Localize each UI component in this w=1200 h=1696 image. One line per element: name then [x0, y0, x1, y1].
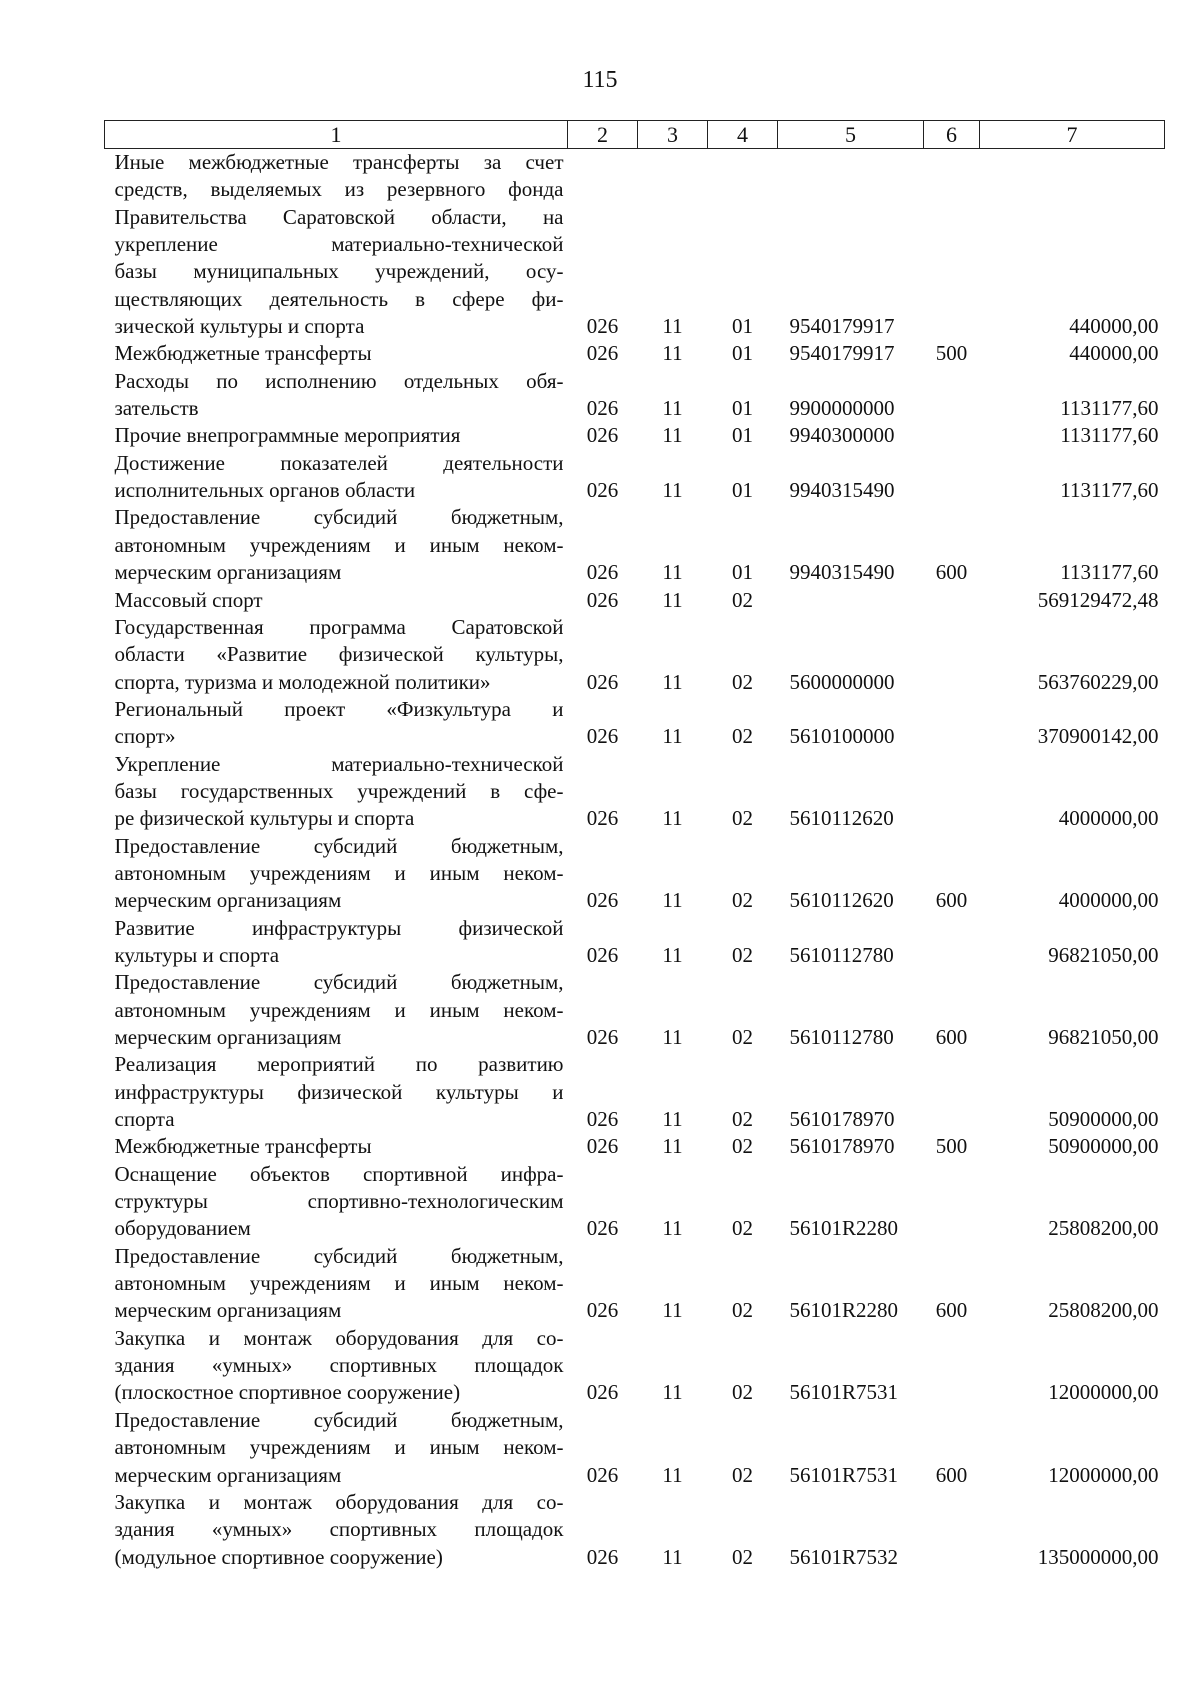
row-admin-code: 026: [586, 1107, 619, 1132]
row-subsection-code: 02: [732, 1298, 753, 1323]
row-section-code: 11: [662, 806, 683, 831]
row-target-code: 5610178970: [789, 1107, 895, 1132]
row-target-code: 56101R2280: [789, 1216, 899, 1241]
row-subsection-code: 01: [732, 478, 753, 503]
row-amount: 440000,00: [1069, 314, 1159, 339]
row-expense-type: [924, 1489, 980, 1571]
description-line: (плоскостное спортивное сооружение): [114, 1380, 461, 1405]
description-line: мерческим организациям: [114, 560, 342, 585]
row-expense-type: [924, 149, 980, 341]
description-line: (модульное спортивное сооружение): [114, 1544, 443, 1569]
table-row: [105, 1407, 1165, 1489]
description-line: спорта, туризма и молодежной политики»: [114, 669, 491, 694]
header-col-7: 7: [980, 121, 1165, 149]
row-subsection-code: 02: [732, 1107, 753, 1132]
description-line: мерческим организациям: [114, 1298, 342, 1323]
table-header: [105, 121, 1165, 149]
row-amount: 563760229,00: [1037, 669, 1159, 694]
table-row: [105, 587, 1165, 614]
row-amount: 135000000,00: [1037, 1544, 1159, 1569]
row-target-code: 5610178970: [789, 1134, 895, 1159]
row-subsection-code: 01: [732, 423, 753, 448]
row-amount: 25808200,00: [1048, 1216, 1159, 1241]
row-subsection-code: 02: [732, 1134, 753, 1159]
table-row: [105, 833, 1165, 915]
row-admin-code: 026: [586, 1298, 619, 1323]
description-line: Прочие внепрограммные мероприятия: [114, 423, 461, 448]
header-col-6: 6: [924, 121, 980, 149]
row-description: [105, 1051, 568, 1133]
row-section-code: 11: [662, 942, 683, 967]
row-subsection-code: 02: [732, 587, 753, 612]
row-subsection-code: 02: [732, 724, 753, 749]
row-expense-type: [924, 450, 980, 505]
table-row: [105, 422, 1165, 449]
row-target-code: 9900000000: [789, 396, 895, 421]
description-line: Региональный проект «Физкультура и: [114, 696, 564, 721]
row-description: [105, 587, 568, 614]
description-line: автономным учреждениям и иным неком-: [114, 1435, 564, 1460]
table-row: [105, 915, 1165, 970]
description-line: Закупка и монтаж оборудования для со-: [114, 1489, 564, 1514]
row-admin-code: 026: [586, 1134, 619, 1159]
description-line: мерческим организациям: [114, 888, 342, 913]
table-row: [105, 149, 1165, 341]
row-target-code: 56101R7531: [789, 1462, 899, 1487]
row-subsection-code: 01: [732, 560, 753, 585]
row-admin-code: 026: [586, 314, 619, 339]
row-target-code: 9540179917: [789, 341, 895, 366]
row-admin-code: 026: [586, 1462, 619, 1487]
row-description: [105, 450, 568, 505]
header-col-2: 2: [568, 121, 638, 149]
row-description: [105, 368, 568, 423]
description-line: Предоставление субсидий бюджетным,: [114, 505, 564, 530]
row-subsection-code: 02: [732, 1216, 753, 1241]
row-subsection-code: 02: [732, 1380, 753, 1405]
row-expense-type: 600: [935, 1025, 968, 1049]
description-line: автономным учреждениям и иным неком-: [114, 860, 564, 885]
description-line: инфраструктуры физической культуры и: [114, 1079, 564, 1104]
description-line: автономным учреждениям и иным неком-: [114, 997, 564, 1022]
row-amount: 50900000,00: [1048, 1134, 1159, 1159]
description-line: здания «умных» спортивных площадок: [114, 1517, 564, 1542]
row-section-code: 11: [662, 1107, 683, 1132]
row-target-code: 5600000000: [789, 669, 895, 694]
description-line: Предоставление субсидий бюджетным,: [114, 1407, 564, 1432]
description-line: Укрепление материально-технической: [114, 751, 564, 776]
description-line: ществляющих деятельность в сфере фи-: [114, 286, 564, 311]
description-line: структуры спортивно-технологическим: [114, 1189, 564, 1214]
row-section-code: 11: [662, 587, 683, 612]
header-row: [105, 121, 1165, 149]
description-line: автономным учреждениям и иным неком-: [114, 532, 564, 557]
row-expense-type: [924, 1325, 980, 1407]
description-line: средств, выделяемых из резервного фонда: [114, 177, 564, 202]
row-target-code: 9940300000: [789, 423, 895, 448]
row-expense-type: [924, 587, 980, 614]
row-target-code: 5610112780: [789, 942, 894, 967]
row-section-code: 11: [662, 724, 683, 749]
row-admin-code: 026: [586, 1025, 619, 1049]
row-section-code: 11: [662, 423, 683, 448]
table-row: [105, 1161, 1165, 1243]
row-description: [105, 751, 568, 833]
description-line: исполнительных органов области: [114, 478, 416, 503]
row-amount: 96821050,00: [1048, 1025, 1159, 1049]
row-admin-code: 026: [586, 1544, 619, 1569]
description-line: базы государственных учреждений в сфе-: [114, 778, 564, 803]
row-subsection-code: 02: [732, 806, 753, 831]
description-line: Предоставление субсидий бюджетным,: [114, 970, 564, 995]
row-admin-code: 026: [586, 669, 619, 694]
row-description: [105, 1407, 568, 1489]
row-section-code: 11: [662, 1298, 683, 1323]
description-line: Предоставление субсидий бюджетным,: [114, 1243, 564, 1268]
description-line: здания «умных» спортивных площадок: [114, 1353, 564, 1378]
description-line: мерческим организациям: [114, 1462, 342, 1487]
row-target-code: [778, 587, 924, 614]
row-admin-code: 026: [586, 396, 619, 421]
description-line: Межбюджетные трансферты: [114, 1134, 372, 1159]
header-col-5: 5: [778, 121, 924, 149]
table-row: [105, 504, 1165, 586]
header-col-3: 3: [638, 121, 708, 149]
description-line: области «Развитие физической культуры,: [114, 642, 564, 667]
description-line: Оснащение объектов спортивной инфра-: [114, 1161, 564, 1186]
description-line: Предоставление субсидий бюджетным,: [114, 833, 564, 858]
row-subsection-code: 02: [732, 1544, 753, 1569]
table-row: [105, 1133, 1165, 1160]
row-section-code: 11: [662, 1216, 683, 1241]
row-admin-code: 026: [586, 587, 619, 612]
description-line: спорт»: [114, 724, 176, 749]
row-section-code: 11: [662, 1544, 683, 1569]
row-expense-type: [924, 1161, 980, 1243]
description-line: Закупка и монтаж оборудования для со-: [114, 1325, 564, 1350]
description-line: зической культуры и спорта: [114, 314, 365, 339]
description-line: ре физической культуры и спорта: [114, 806, 415, 831]
row-subsection-code: 02: [732, 888, 753, 913]
description-line: укрепление материально-технической: [114, 232, 564, 257]
row-amount: 1131177,60: [1060, 560, 1159, 585]
row-subsection-code: 01: [732, 341, 753, 366]
row-target-code: 56101R7531: [789, 1380, 899, 1405]
description-line: Иные межбюджетные трансферты за счет: [114, 150, 564, 174]
row-section-code: 11: [662, 1462, 683, 1487]
row-section-code: 11: [662, 1134, 683, 1159]
row-subsection-code: 01: [732, 314, 753, 339]
row-expense-type: 600: [935, 1462, 968, 1487]
row-subsection-code: 01: [732, 396, 753, 421]
description-line: Государственная программа Саратовской: [114, 614, 564, 639]
row-amount: 12000000,00: [1048, 1380, 1159, 1405]
row-admin-code: 026: [586, 341, 619, 366]
row-admin-code: 026: [586, 478, 619, 503]
table-row: [105, 450, 1165, 505]
row-section-code: 11: [662, 341, 683, 366]
row-target-code: 56101R2280: [789, 1298, 899, 1323]
row-amount: 96821050,00: [1048, 942, 1159, 967]
row-description: [105, 915, 568, 970]
row-admin-code: 026: [586, 942, 619, 967]
row-description: [105, 969, 568, 1051]
row-expense-type: [924, 915, 980, 970]
description-line: зательств: [114, 396, 199, 421]
row-admin-code: 026: [586, 806, 619, 831]
table-row: [105, 969, 1165, 1051]
row-subsection-code: 02: [732, 1025, 753, 1049]
row-description: [105, 1325, 568, 1407]
description-line: Развитие инфраструктуры физической: [114, 915, 564, 940]
row-amount: 370900142,00: [1037, 724, 1159, 749]
table-row: [105, 340, 1165, 367]
description-line: Реализация мероприятий по развитию: [114, 1052, 564, 1077]
row-description: [105, 340, 568, 367]
row-section-code: 11: [662, 314, 683, 339]
row-admin-code: 026: [586, 560, 619, 585]
description-line: Межбюджетные трансферты: [114, 341, 372, 366]
row-amount: 1131177,60: [1060, 396, 1159, 421]
row-target-code: 9540179917: [789, 314, 895, 339]
header-col-4: 4: [708, 121, 778, 149]
row-subsection-code: 02: [732, 942, 753, 967]
table-row: [105, 1243, 1165, 1325]
row-description: [105, 614, 568, 696]
row-amount: 1131177,60: [1060, 423, 1159, 448]
description-line: спорта: [114, 1107, 175, 1132]
row-section-code: 11: [662, 1025, 683, 1049]
row-expense-type: 600: [935, 888, 968, 913]
row-expense-type: 500: [935, 1134, 968, 1159]
row-target-code: 56101R7532: [789, 1544, 899, 1569]
row-amount: 440000,00: [1069, 341, 1159, 366]
row-description: [105, 1161, 568, 1243]
table-row: [105, 1489, 1165, 1571]
row-subsection-code: 02: [732, 1462, 753, 1487]
description-line: Достижение показателей деятельности: [114, 450, 564, 475]
row-admin-code: 026: [586, 1216, 619, 1241]
table-row: [105, 1325, 1165, 1407]
row-target-code: 9940315490: [789, 560, 895, 585]
row-section-code: 11: [662, 560, 683, 585]
row-section-code: 11: [662, 888, 683, 913]
row-target-code: 5610100000: [789, 724, 895, 749]
description-line: культуры и спорта: [114, 942, 280, 967]
row-description: [105, 422, 568, 449]
description-line: оборудованием: [114, 1216, 251, 1241]
row-expense-type: [924, 614, 980, 696]
row-admin-code: 026: [586, 423, 619, 448]
row-description: [105, 504, 568, 586]
row-amount: 4000000,00: [1058, 888, 1159, 913]
row-target-code: 9940315490: [789, 478, 895, 503]
row-expense-type: [924, 368, 980, 423]
row-target-code: 5610112620: [789, 888, 894, 913]
description-line: автономным учреждениям и иным неком-: [114, 1271, 564, 1296]
description-line: мерческим организациям: [114, 1025, 342, 1049]
table-row: [105, 614, 1165, 696]
row-subsection-code: 02: [732, 669, 753, 694]
table-row: [105, 368, 1165, 423]
table-row: [105, 696, 1165, 751]
row-expense-type: 600: [935, 1298, 968, 1323]
row-expense-type: [924, 696, 980, 751]
description-line: Расходы по исполнению отдельных обя-: [114, 368, 564, 393]
row-description: [105, 1133, 568, 1160]
page-number: 115: [582, 67, 618, 93]
row-description: [105, 1489, 568, 1571]
row-description: [105, 1243, 568, 1325]
budget-table: [104, 120, 1165, 1571]
row-amount: 25808200,00: [1048, 1298, 1159, 1323]
row-description: [105, 149, 568, 341]
table-body: [105, 149, 1165, 1571]
row-admin-code: 026: [586, 888, 619, 913]
row-admin-code: 026: [586, 1380, 619, 1405]
row-amount: 4000000,00: [1058, 806, 1159, 831]
row-amount: 12000000,00: [1048, 1462, 1159, 1487]
row-expense-type: 600: [935, 560, 968, 585]
table-row: [105, 1051, 1165, 1133]
table-row: [105, 751, 1165, 833]
row-amount: 50900000,00: [1048, 1107, 1159, 1132]
row-expense-type: 500: [935, 341, 968, 366]
row-target-code: 5610112620: [789, 806, 894, 831]
description-line: базы муниципальных учреждений, осу-: [114, 259, 564, 284]
row-target-code: 5610112780: [789, 1025, 894, 1049]
row-section-code: 11: [662, 1380, 683, 1405]
row-expense-type: [924, 751, 980, 833]
row-admin-code: 026: [586, 724, 619, 749]
row-section-code: 11: [662, 478, 683, 503]
row-amount: 1131177,60: [1060, 478, 1159, 503]
row-expense-type: [924, 1051, 980, 1133]
row-section-code: 11: [662, 396, 683, 421]
row-description: [105, 696, 568, 751]
row-expense-type: [924, 422, 980, 449]
row-description: [105, 833, 568, 915]
description-line: Правительства Саратовской области, на: [114, 204, 564, 229]
description-line: Массовый спорт: [114, 587, 263, 612]
row-section-code: 11: [662, 669, 683, 694]
row-amount: 569129472,48: [1037, 587, 1159, 612]
header-col-1: 1: [105, 121, 568, 149]
